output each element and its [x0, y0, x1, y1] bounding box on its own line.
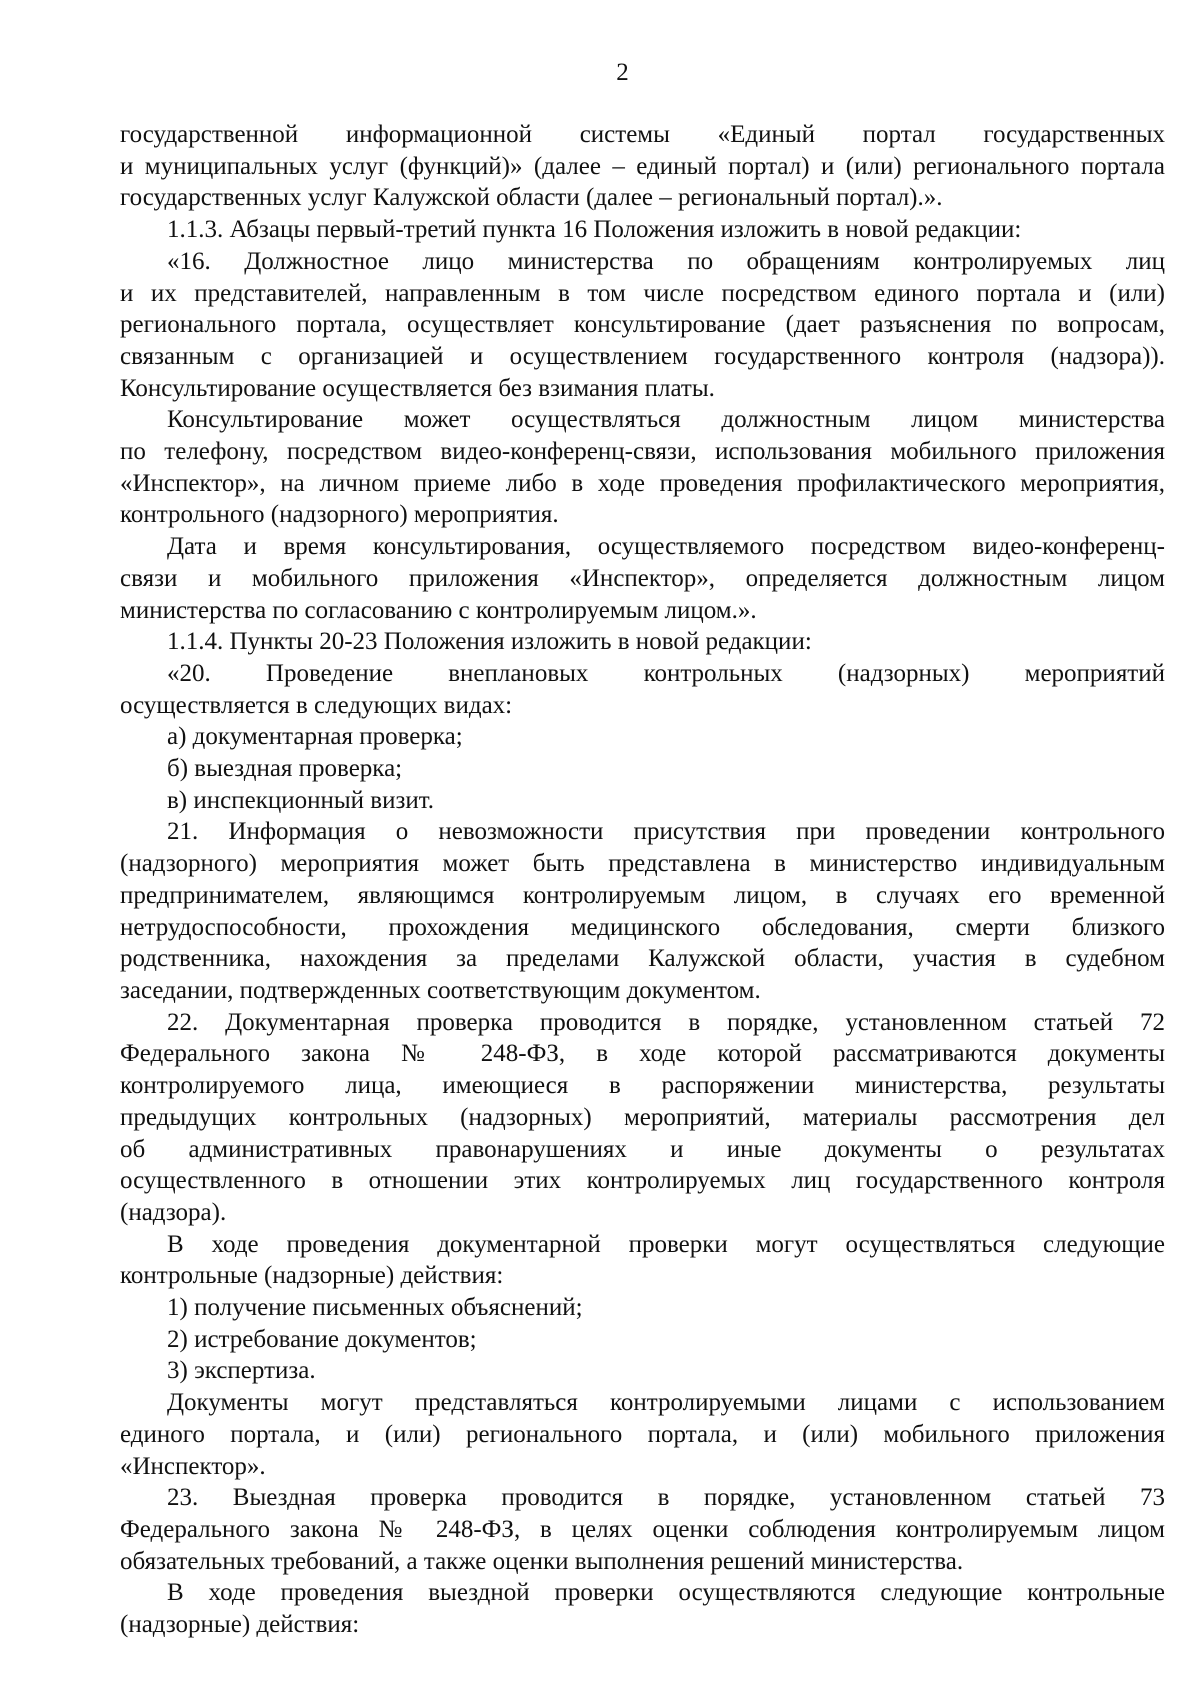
text-line: и муниципальных услуг (функций)» (далее – единый портал) и (или) регионального портала [120, 152, 1165, 180]
document-body [120, 119, 1165, 1641]
text-line: 1) получение письменных объяснений; [167, 1294, 583, 1322]
text-line: осуществленного в отношении этих контролируемых лиц государственного контроля [120, 1167, 1165, 1195]
text-line: Консультирование осуществляется без взимания платы. [120, 374, 715, 402]
text-line: Федерального закона № 248-ФЗ, в целях оценки соблюдения контролируемым лицом [120, 1515, 1165, 1543]
text-line: по телефону, посредством видео-конференц-связи, использования мобильного приложения [120, 438, 1165, 466]
text-line: заседании, подтвержденных соответствующим документом. [120, 976, 761, 1004]
text-line: Документы могут представляться контролируемыми лицами с использованием [167, 1389, 1165, 1417]
text-line: В ходе проведения выездной проверки осуществляются следующие контрольные [167, 1579, 1165, 1607]
text-line: а) документарная проверка; [167, 723, 463, 751]
text-line: связанным с организацией и осуществлением государственного контроля (надзора)). [120, 342, 1165, 370]
text-line: связи и мобильного приложения «Инспектор», определяется должностным лицом [120, 564, 1165, 592]
text-line: 21. Информация о невозможности присутствия при проведении контрольного [167, 818, 1165, 846]
text-line: 23. Выездная проверка проводится в порядке, установленном статьей 73 [167, 1484, 1165, 1512]
text-line: нетрудоспособности, прохождения медицинского обследования, смерти близкого [120, 913, 1165, 941]
text-line: осуществляется в следующих видах: [120, 691, 513, 719]
text-line: «Инспектор». [120, 1452, 266, 1480]
text-line: контролируемого лица, имеющиеся в распоряжении министерства, результаты [120, 1072, 1165, 1100]
text-line: б) выездная проверка; [167, 755, 403, 783]
text-line: «20. Проведение внеплановых контрольных (надзорных) мероприятий [167, 659, 1165, 687]
text-line: 2) истребование документов; [167, 1325, 477, 1353]
text-line: Консультирование может осуществляться должностным лицом министерства [167, 406, 1165, 434]
text-line: 1.1.3. Абзацы первый-третий пункта 16 Положения изложить в новой редакции: [167, 216, 1022, 244]
text-line: 22. Документарная проверка проводится в порядке, установленном статьей 72 [167, 1008, 1165, 1036]
text-line: (надзора). [120, 1198, 227, 1226]
text-line: и их представителей, направленным в том числе посредством единого портала и (или) [120, 279, 1165, 307]
text-line: контрольные (надзорные) действия: [120, 1262, 504, 1290]
text-line: регионального портала, осуществляет консультирование (дает разъяснения по вопросам, [120, 311, 1165, 339]
text-line: единого портала, и (или) регионального портала, и (или) мобильного приложения [120, 1420, 1165, 1448]
text-line: обязательных требований, а также оценки выполнения решений министерства. [120, 1547, 964, 1575]
text-line: (надзорные) действия: [120, 1611, 360, 1639]
text-line: предпринимателем, являющимся контролируемым лицом, в случаях его временной [120, 881, 1165, 909]
text-line: государственной информационной системы «Единый портал государственных [120, 121, 1165, 148]
page-number: 2 [616, 59, 629, 86]
text-line: Федерального закона № 248-ФЗ, в ходе которой рассматриваются документы [120, 1040, 1165, 1068]
text-line: предыдущих контрольных (надзорных) мероприятий, материалы рассмотрения дел [120, 1103, 1165, 1131]
text-line: об административных правонарушениях и иные документы о результатах [120, 1135, 1165, 1163]
text-line: (надзорного) мероприятия может быть представлена в министерство индивидуальным [120, 850, 1165, 878]
text-line: государственных услуг Калужской области (далее – региональный портал).». [120, 184, 943, 212]
text-line: контрольного (надзорного) мероприятия. [120, 501, 559, 529]
text-line: «Инспектор», на личном приеме либо в ходе проведения профилактического мероприятия, [120, 469, 1165, 497]
text-line: в) инспекционный визит. [167, 786, 435, 814]
text-line: министерства по согласованию с контролируемым лицом.». [120, 596, 757, 624]
text-line: В ходе проведения документарной проверки могут осуществляться следующие [167, 1230, 1165, 1258]
text-line: 1.1.4. Пункты 20-23 Положения изложить в новой редакции: [167, 628, 812, 656]
text-line: родственника, нахождения за пределами Калужской области, участия в судебном [120, 945, 1165, 973]
text-line: «16. Должностное лицо министерства по обращениям контролируемых лиц [167, 247, 1165, 275]
text-line: 3) экспертиза. [167, 1357, 316, 1385]
text-line: Дата и время консультирования, осуществляемого посредством видео-конференц- [167, 533, 1165, 561]
